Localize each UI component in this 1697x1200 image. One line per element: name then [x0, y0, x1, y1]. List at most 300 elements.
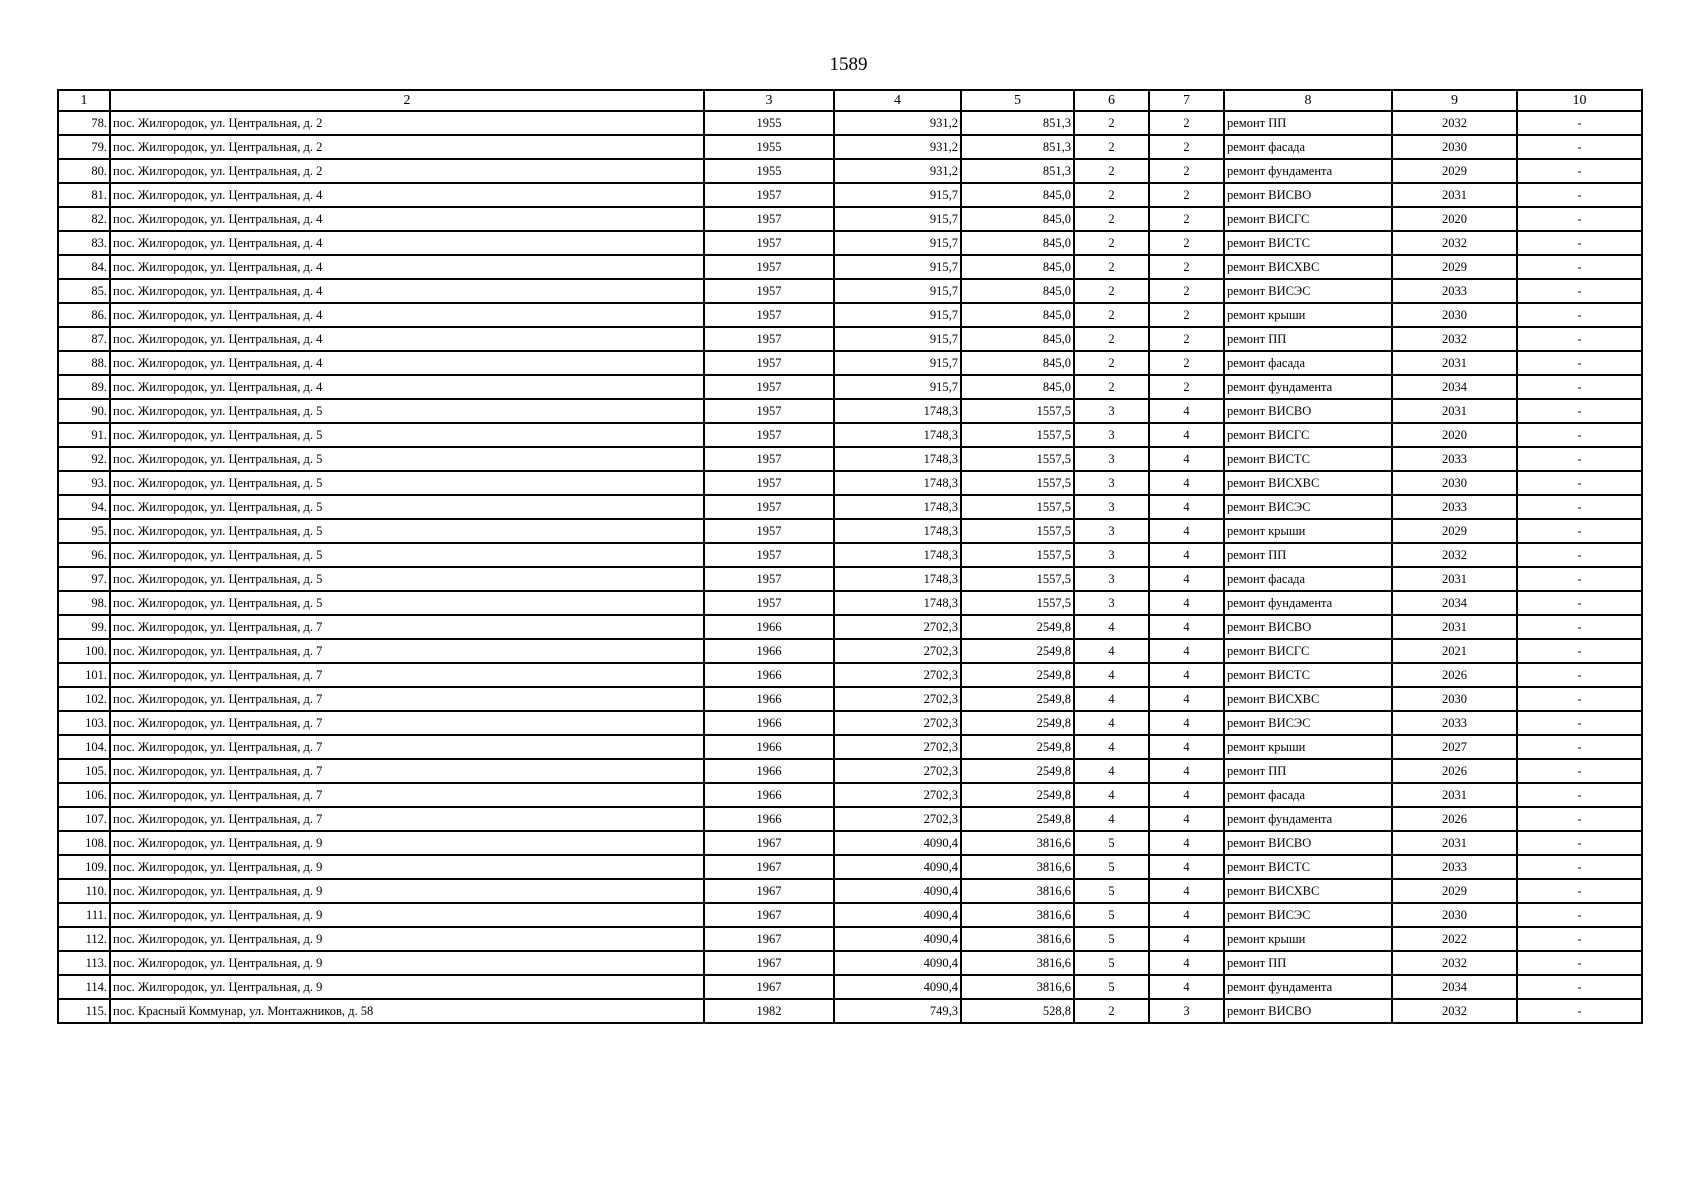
cell-living-area: 1557,5 — [961, 567, 1074, 591]
cell-floors: 5 — [1074, 975, 1149, 999]
cell-year-built: 1966 — [704, 663, 834, 687]
cell-row-number: 96. — [58, 543, 110, 567]
cell-living-area: 3816,6 — [961, 855, 1074, 879]
cell-work-type: ремонт ВИСГС — [1224, 639, 1392, 663]
cell-total-area: 1748,3 — [834, 399, 961, 423]
cell-row-number: 100. — [58, 639, 110, 663]
cell-address: пос. Жилгородок, ул. Центральная, д. 4 — [110, 351, 704, 375]
cell-note: - — [1517, 807, 1642, 831]
cell-address: пос. Жилгородок, ул. Центральная, д. 5 — [110, 399, 704, 423]
cell-address: пос. Красный Коммунар, ул. Монтажников, д. 58 — [110, 999, 704, 1023]
cell-entrances: 4 — [1149, 423, 1224, 447]
cell-work-type: ремонт крыши — [1224, 735, 1392, 759]
cell-row-number: 114. — [58, 975, 110, 999]
cell-total-area: 1748,3 — [834, 471, 961, 495]
cell-year-built: 1957 — [704, 255, 834, 279]
cell-total-area: 4090,4 — [834, 879, 961, 903]
cell-work-type: ремонт ВИСГС — [1224, 207, 1392, 231]
cell-floors: 3 — [1074, 399, 1149, 423]
cell-address: пос. Жилгородок, ул. Центральная, д. 7 — [110, 615, 704, 639]
cell-work-type: ремонт фундамента — [1224, 159, 1392, 183]
table-row — [58, 111, 1642, 135]
cell-row-number: 90. — [58, 399, 110, 423]
cell-planned-year: 2033 — [1392, 711, 1517, 735]
cell-row-number: 110. — [58, 879, 110, 903]
cell-row-number: 81. — [58, 183, 110, 207]
cell-planned-year: 2034 — [1392, 975, 1517, 999]
cell-planned-year: 2033 — [1392, 855, 1517, 879]
cell-address: пос. Жилгородок, ул. Центральная, д. 4 — [110, 327, 704, 351]
cell-address: пос. Жилгородок, ул. Центральная, д. 4 — [110, 375, 704, 399]
cell-living-area: 2549,8 — [961, 783, 1074, 807]
cell-living-area: 2549,8 — [961, 639, 1074, 663]
cell-note: - — [1517, 183, 1642, 207]
cell-year-built: 1957 — [704, 447, 834, 471]
cell-entrances: 2 — [1149, 375, 1224, 399]
cell-work-type: ремонт ВИСВО — [1224, 615, 1392, 639]
cell-row-number: 97. — [58, 567, 110, 591]
cell-address: пос. Жилгородок, ул. Центральная, д. 9 — [110, 831, 704, 855]
cell-floors: 4 — [1074, 639, 1149, 663]
cell-total-area: 2702,3 — [834, 711, 961, 735]
cell-note: - — [1517, 375, 1642, 399]
cell-row-number: 115. — [58, 999, 110, 1023]
cell-total-area: 1748,3 — [834, 591, 961, 615]
cell-year-built: 1957 — [704, 327, 834, 351]
cell-entrances: 4 — [1149, 711, 1224, 735]
cell-address: пос. Жилгородок, ул. Центральная, д. 9 — [110, 927, 704, 951]
cell-entrances: 2 — [1149, 231, 1224, 255]
cell-entrances: 4 — [1149, 663, 1224, 687]
cell-year-built: 1967 — [704, 879, 834, 903]
cell-total-area: 2702,3 — [834, 615, 961, 639]
cell-row-number: 80. — [58, 159, 110, 183]
column-header-10: 10 — [1517, 90, 1642, 111]
cell-address: пос. Жилгородок, ул. Центральная, д. 7 — [110, 639, 704, 663]
cell-note: - — [1517, 903, 1642, 927]
cell-work-type: ремонт крыши — [1224, 519, 1392, 543]
cell-planned-year: 2032 — [1392, 231, 1517, 255]
cell-row-number: 87. — [58, 327, 110, 351]
table-row — [58, 735, 1642, 759]
cell-planned-year: 2030 — [1392, 303, 1517, 327]
cell-entrances: 4 — [1149, 975, 1224, 999]
cell-entrances: 4 — [1149, 831, 1224, 855]
cell-address: пос. Жилгородок, ул. Центральная, д. 5 — [110, 567, 704, 591]
cell-entrances: 2 — [1149, 159, 1224, 183]
cell-floors: 5 — [1074, 951, 1149, 975]
cell-entrances: 4 — [1149, 447, 1224, 471]
cell-planned-year: 2029 — [1392, 159, 1517, 183]
cell-year-built: 1957 — [704, 495, 834, 519]
cell-floors: 2 — [1074, 279, 1149, 303]
cell-address: пос. Жилгородок, ул. Центральная, д. 4 — [110, 255, 704, 279]
cell-planned-year: 2026 — [1392, 807, 1517, 831]
table-row — [58, 615, 1642, 639]
cell-living-area: 3816,6 — [961, 975, 1074, 999]
cell-planned-year: 2031 — [1392, 399, 1517, 423]
table-row — [58, 783, 1642, 807]
cell-floors: 4 — [1074, 711, 1149, 735]
cell-living-area: 2549,8 — [961, 807, 1074, 831]
cell-work-type: ремонт фундамента — [1224, 807, 1392, 831]
table-row — [58, 975, 1642, 999]
cell-work-type: ремонт ВИСЭС — [1224, 279, 1392, 303]
cell-row-number: 104. — [58, 735, 110, 759]
cell-year-built: 1967 — [704, 927, 834, 951]
cell-entrances: 4 — [1149, 687, 1224, 711]
cell-total-area: 4090,4 — [834, 903, 961, 927]
cell-total-area: 931,2 — [834, 159, 961, 183]
cell-row-number: 79. — [58, 135, 110, 159]
cell-row-number: 85. — [58, 279, 110, 303]
table-row — [58, 303, 1642, 327]
cell-total-area: 915,7 — [834, 375, 961, 399]
cell-living-area: 3816,6 — [961, 903, 1074, 927]
table-row — [58, 375, 1642, 399]
cell-address: пос. Жилгородок, ул. Центральная, д. 2 — [110, 135, 704, 159]
cell-planned-year: 2032 — [1392, 327, 1517, 351]
cell-entrances: 4 — [1149, 855, 1224, 879]
cell-note: - — [1517, 543, 1642, 567]
cell-entrances: 2 — [1149, 279, 1224, 303]
cell-year-built: 1957 — [704, 351, 834, 375]
cell-total-area: 1748,3 — [834, 447, 961, 471]
cell-planned-year: 2034 — [1392, 591, 1517, 615]
cell-entrances: 3 — [1149, 999, 1224, 1023]
cell-floors: 3 — [1074, 447, 1149, 471]
cell-living-area: 1557,5 — [961, 399, 1074, 423]
cell-planned-year: 2031 — [1392, 783, 1517, 807]
column-header-1: 1 — [58, 90, 110, 111]
cell-year-built: 1955 — [704, 111, 834, 135]
cell-note: - — [1517, 783, 1642, 807]
cell-floors: 3 — [1074, 471, 1149, 495]
cell-address: пос. Жилгородок, ул. Центральная, д. 2 — [110, 159, 704, 183]
cell-row-number: 101. — [58, 663, 110, 687]
cell-year-built: 1957 — [704, 471, 834, 495]
cell-work-type: ремонт фундамента — [1224, 975, 1392, 999]
column-header-3: 3 — [704, 90, 834, 111]
cell-year-built: 1966 — [704, 639, 834, 663]
cell-living-area: 851,3 — [961, 135, 1074, 159]
cell-row-number: 112. — [58, 927, 110, 951]
cell-planned-year: 2026 — [1392, 759, 1517, 783]
cell-year-built: 1982 — [704, 999, 834, 1023]
cell-entrances: 2 — [1149, 111, 1224, 135]
header-row — [58, 90, 1642, 111]
cell-planned-year: 2034 — [1392, 375, 1517, 399]
cell-row-number: 91. — [58, 423, 110, 447]
table-row — [58, 711, 1642, 735]
cell-living-area: 845,0 — [961, 183, 1074, 207]
cell-row-number: 89. — [58, 375, 110, 399]
table-row — [58, 687, 1642, 711]
cell-planned-year: 2020 — [1392, 423, 1517, 447]
cell-row-number: 108. — [58, 831, 110, 855]
table-row — [58, 903, 1642, 927]
cell-row-number: 88. — [58, 351, 110, 375]
cell-total-area: 2702,3 — [834, 687, 961, 711]
cell-note: - — [1517, 567, 1642, 591]
cell-total-area: 4090,4 — [834, 855, 961, 879]
cell-year-built: 1966 — [704, 783, 834, 807]
table-row — [58, 159, 1642, 183]
cell-total-area: 4090,4 — [834, 975, 961, 999]
cell-year-built: 1966 — [704, 615, 834, 639]
cell-work-type: ремонт ВИСТС — [1224, 231, 1392, 255]
cell-row-number: 111. — [58, 903, 110, 927]
cell-address: пос. Жилгородок, ул. Центральная, д. 4 — [110, 231, 704, 255]
cell-work-type: ремонт крыши — [1224, 303, 1392, 327]
cell-note: - — [1517, 711, 1642, 735]
cell-note: - — [1517, 207, 1642, 231]
cell-floors: 5 — [1074, 903, 1149, 927]
cell-total-area: 4090,4 — [834, 951, 961, 975]
cell-entrances: 4 — [1149, 519, 1224, 543]
cell-total-area: 931,2 — [834, 135, 961, 159]
cell-total-area: 1748,3 — [834, 519, 961, 543]
table-row — [58, 831, 1642, 855]
cell-note: - — [1517, 591, 1642, 615]
cell-living-area: 1557,5 — [961, 591, 1074, 615]
cell-year-built: 1966 — [704, 807, 834, 831]
cell-total-area: 749,3 — [834, 999, 961, 1023]
cell-entrances: 4 — [1149, 639, 1224, 663]
cell-note: - — [1517, 975, 1642, 999]
cell-planned-year: 2032 — [1392, 951, 1517, 975]
cell-address: пос. Жилгородок, ул. Центральная, д. 7 — [110, 759, 704, 783]
cell-total-area: 2702,3 — [834, 735, 961, 759]
cell-living-area: 2549,8 — [961, 711, 1074, 735]
table-row — [58, 543, 1642, 567]
cell-living-area: 3816,6 — [961, 927, 1074, 951]
table-row — [58, 567, 1642, 591]
cell-note: - — [1517, 639, 1642, 663]
cell-entrances: 4 — [1149, 735, 1224, 759]
cell-living-area: 2549,8 — [961, 663, 1074, 687]
table-body — [58, 111, 1642, 1023]
cell-note: - — [1517, 279, 1642, 303]
cell-planned-year: 2029 — [1392, 879, 1517, 903]
cell-total-area: 915,7 — [834, 207, 961, 231]
cell-entrances: 2 — [1149, 327, 1224, 351]
table-row — [58, 207, 1642, 231]
cell-year-built: 1957 — [704, 207, 834, 231]
cell-entrances: 4 — [1149, 879, 1224, 903]
cell-address: пос. Жилгородок, ул. Центральная, д. 7 — [110, 711, 704, 735]
cell-year-built: 1967 — [704, 903, 834, 927]
cell-row-number: 98. — [58, 591, 110, 615]
cell-address: пос. Жилгородок, ул. Центральная, д. 4 — [110, 303, 704, 327]
cell-floors: 2 — [1074, 207, 1149, 231]
cell-note: - — [1517, 159, 1642, 183]
cell-address: пос. Жилгородок, ул. Центральная, д. 7 — [110, 807, 704, 831]
cell-address: пос. Жилгородок, ул. Центральная, д. 5 — [110, 519, 704, 543]
cell-address: пос. Жилгородок, ул. Центральная, д. 5 — [110, 423, 704, 447]
cell-note: - — [1517, 327, 1642, 351]
cell-work-type: ремонт фасада — [1224, 783, 1392, 807]
cell-planned-year: 2032 — [1392, 111, 1517, 135]
cell-row-number: 94. — [58, 495, 110, 519]
cell-year-built: 1957 — [704, 375, 834, 399]
cell-entrances: 4 — [1149, 591, 1224, 615]
cell-total-area: 1748,3 — [834, 495, 961, 519]
cell-floors: 2 — [1074, 303, 1149, 327]
cell-address: пос. Жилгородок, ул. Центральная, д. 5 — [110, 471, 704, 495]
column-header-2: 2 — [110, 90, 704, 111]
cell-note: - — [1517, 495, 1642, 519]
cell-work-type: ремонт ВИСХВС — [1224, 471, 1392, 495]
cell-planned-year: 2030 — [1392, 471, 1517, 495]
cell-floors: 4 — [1074, 735, 1149, 759]
cell-planned-year: 2026 — [1392, 663, 1517, 687]
cell-note: - — [1517, 399, 1642, 423]
cell-address: пос. Жилгородок, ул. Центральная, д. 7 — [110, 687, 704, 711]
cell-row-number: 107. — [58, 807, 110, 831]
table-row — [58, 999, 1642, 1023]
column-header-8: 8 — [1224, 90, 1392, 111]
cell-work-type: ремонт ВИСВО — [1224, 183, 1392, 207]
cell-total-area: 1748,3 — [834, 567, 961, 591]
cell-total-area: 4090,4 — [834, 831, 961, 855]
cell-note: - — [1517, 231, 1642, 255]
cell-total-area: 915,7 — [834, 183, 961, 207]
cell-planned-year: 2031 — [1392, 831, 1517, 855]
cell-living-area: 845,0 — [961, 303, 1074, 327]
table-row — [58, 183, 1642, 207]
cell-floors: 5 — [1074, 879, 1149, 903]
cell-planned-year: 2029 — [1392, 255, 1517, 279]
cell-note: - — [1517, 255, 1642, 279]
cell-living-area: 845,0 — [961, 207, 1074, 231]
cell-note: - — [1517, 855, 1642, 879]
cell-address: пос. Жилгородок, ул. Центральная, д. 5 — [110, 495, 704, 519]
cell-planned-year: 2029 — [1392, 519, 1517, 543]
cell-entrances: 4 — [1149, 615, 1224, 639]
table-row — [58, 855, 1642, 879]
cell-floors: 3 — [1074, 519, 1149, 543]
cell-note: - — [1517, 111, 1642, 135]
cell-entrances: 2 — [1149, 351, 1224, 375]
cell-planned-year: 2032 — [1392, 543, 1517, 567]
cell-work-type: ремонт ПП — [1224, 327, 1392, 351]
cell-year-built: 1966 — [704, 687, 834, 711]
cell-row-number: 86. — [58, 303, 110, 327]
cell-total-area: 915,7 — [834, 351, 961, 375]
table-row — [58, 759, 1642, 783]
cell-year-built: 1957 — [704, 543, 834, 567]
cell-total-area: 915,7 — [834, 327, 961, 351]
cell-floors: 2 — [1074, 351, 1149, 375]
cell-entrances: 2 — [1149, 207, 1224, 231]
cell-planned-year: 2032 — [1392, 999, 1517, 1023]
cell-living-area: 845,0 — [961, 351, 1074, 375]
cell-floors: 2 — [1074, 183, 1149, 207]
cell-floors: 5 — [1074, 831, 1149, 855]
cell-row-number: 99. — [58, 615, 110, 639]
cell-address: пос. Жилгородок, ул. Центральная, д. 5 — [110, 591, 704, 615]
cell-living-area: 528,8 — [961, 999, 1074, 1023]
cell-entrances: 4 — [1149, 927, 1224, 951]
cell-address: пос. Жилгородок, ул. Центральная, д. 9 — [110, 903, 704, 927]
cell-floors: 3 — [1074, 567, 1149, 591]
cell-work-type: ремонт ВИСВО — [1224, 399, 1392, 423]
cell-total-area: 1748,3 — [834, 423, 961, 447]
cell-year-built: 1966 — [704, 735, 834, 759]
cell-entrances: 4 — [1149, 567, 1224, 591]
cell-row-number: 106. — [58, 783, 110, 807]
cell-address: пос. Жилгородок, ул. Центральная, д. 9 — [110, 855, 704, 879]
table-row — [58, 591, 1642, 615]
cell-row-number: 113. — [58, 951, 110, 975]
table-row — [58, 927, 1642, 951]
cell-work-type: ремонт ВИСГС — [1224, 423, 1392, 447]
cell-note: - — [1517, 519, 1642, 543]
cell-entrances: 4 — [1149, 471, 1224, 495]
cell-planned-year: 2031 — [1392, 567, 1517, 591]
cell-living-area: 1557,5 — [961, 495, 1074, 519]
table-row — [58, 399, 1642, 423]
cell-year-built: 1957 — [704, 567, 834, 591]
cell-total-area: 2702,3 — [834, 663, 961, 687]
table-row — [58, 255, 1642, 279]
cell-address: пос. Жилгородок, ул. Центральная, д. 9 — [110, 951, 704, 975]
cell-row-number: 95. — [58, 519, 110, 543]
page-number: 1589 — [829, 54, 868, 75]
cell-work-type: ремонт ВИСХВС — [1224, 879, 1392, 903]
cell-living-area: 1557,5 — [961, 543, 1074, 567]
cell-floors: 2 — [1074, 255, 1149, 279]
cell-year-built: 1955 — [704, 135, 834, 159]
cell-planned-year: 2033 — [1392, 447, 1517, 471]
table-row — [58, 951, 1642, 975]
cell-total-area: 4090,4 — [834, 927, 961, 951]
cell-living-area: 2549,8 — [961, 735, 1074, 759]
cell-floors: 4 — [1074, 663, 1149, 687]
cell-floors: 2 — [1074, 111, 1149, 135]
cell-work-type: ремонт ВИСХВС — [1224, 255, 1392, 279]
cell-address: пос. Жилгородок, ул. Центральная, д. 4 — [110, 207, 704, 231]
table-row — [58, 447, 1642, 471]
cell-work-type: ремонт ПП — [1224, 951, 1392, 975]
cell-floors: 2 — [1074, 999, 1149, 1023]
cell-floors: 2 — [1074, 231, 1149, 255]
table-row — [58, 327, 1642, 351]
cell-living-area: 851,3 — [961, 111, 1074, 135]
cell-entrances: 2 — [1149, 135, 1224, 159]
cell-floors: 3 — [1074, 495, 1149, 519]
cell-row-number: 82. — [58, 207, 110, 231]
cell-living-area: 845,0 — [961, 279, 1074, 303]
cell-work-type: ремонт фундамента — [1224, 375, 1392, 399]
cell-row-number: 84. — [58, 255, 110, 279]
cell-address: пос. Жилгородок, ул. Центральная, д. 4 — [110, 183, 704, 207]
cell-planned-year: 2031 — [1392, 351, 1517, 375]
table-row — [58, 639, 1642, 663]
table-row — [58, 879, 1642, 903]
cell-living-area: 2549,8 — [961, 615, 1074, 639]
cell-entrances: 4 — [1149, 783, 1224, 807]
table-row — [58, 351, 1642, 375]
column-header-6: 6 — [1074, 90, 1149, 111]
cell-year-built: 1955 — [704, 159, 834, 183]
cell-floors: 3 — [1074, 543, 1149, 567]
cell-note: - — [1517, 951, 1642, 975]
cell-planned-year: 2030 — [1392, 903, 1517, 927]
column-header-7: 7 — [1149, 90, 1224, 111]
cell-address: пос. Жилгородок, ул. Центральная, д. 5 — [110, 447, 704, 471]
